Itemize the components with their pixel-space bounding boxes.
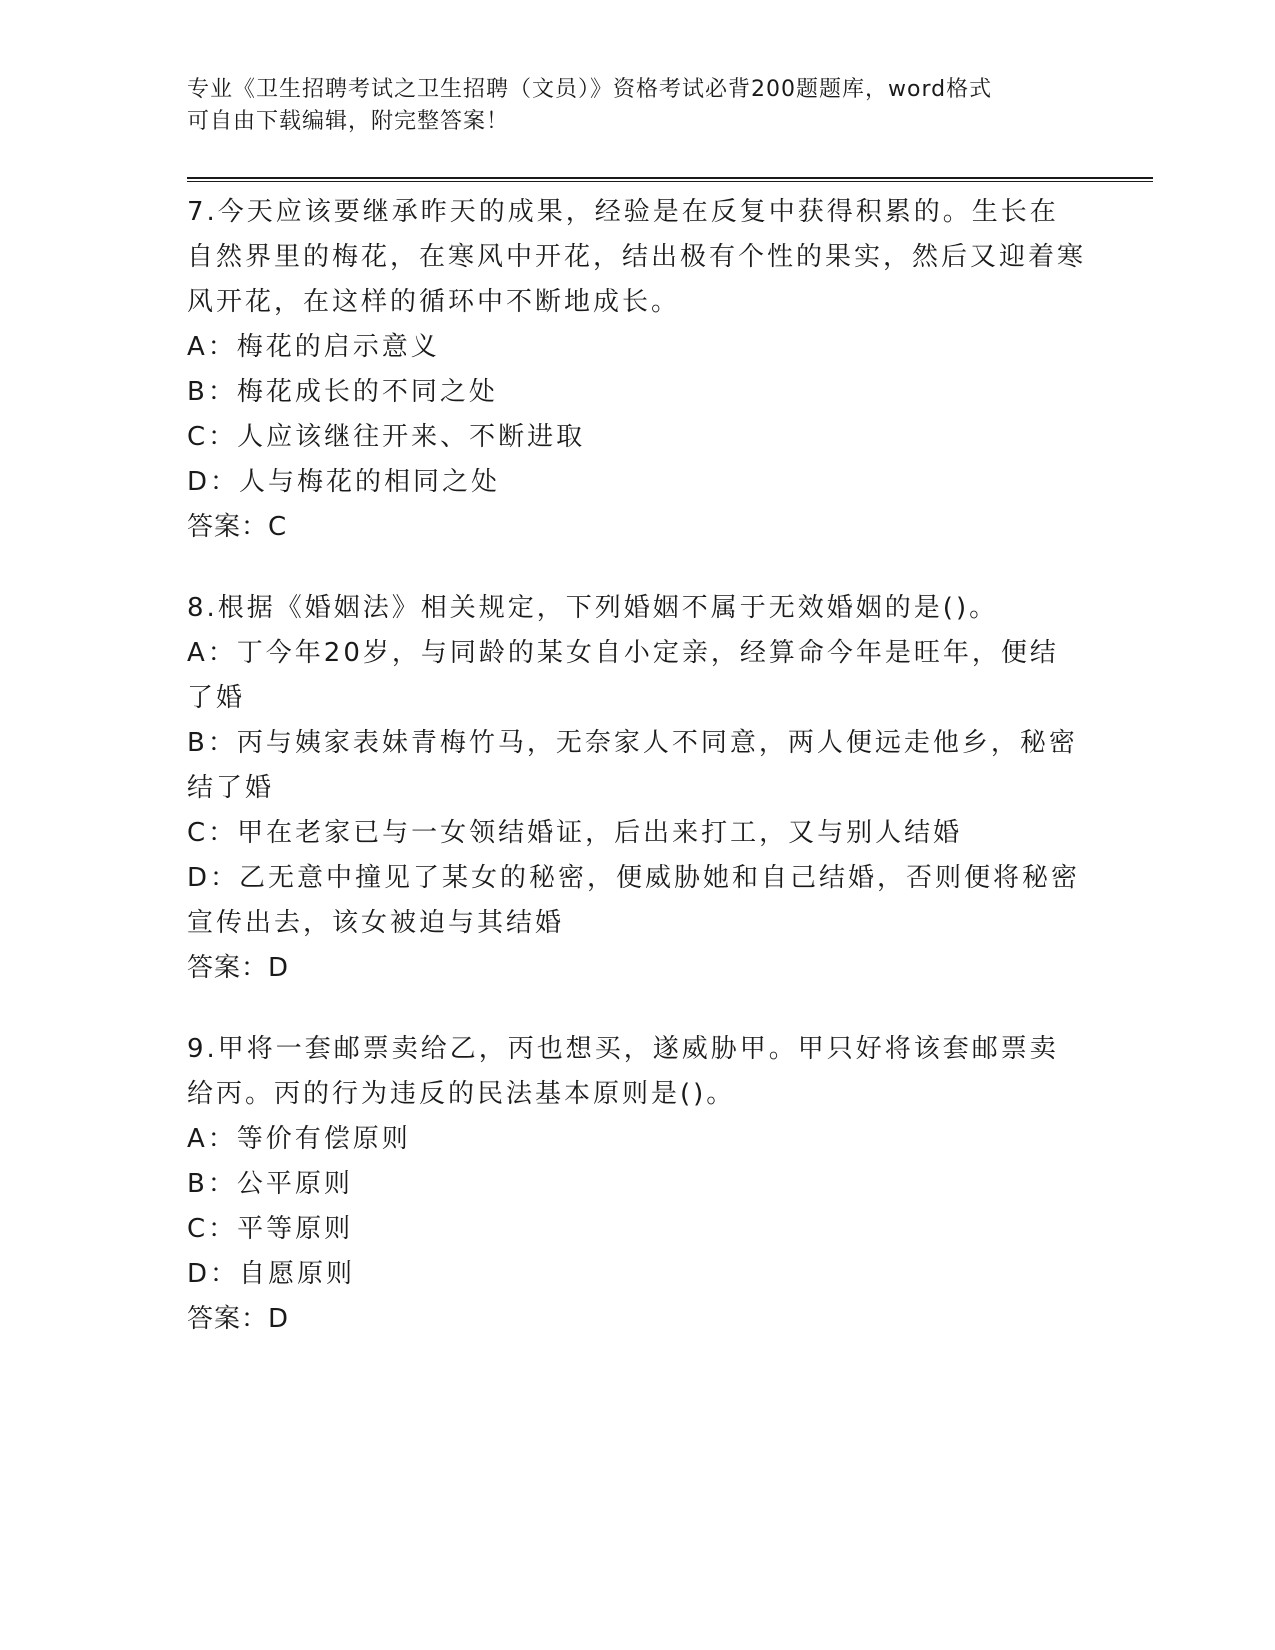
- option-d: D：人与梅花的相同之处: [187, 467, 501, 497]
- option-d: D：自愿原则: [187, 1259, 356, 1289]
- answer-label: 答案：: [187, 953, 269, 983]
- answer-value: D: [268, 953, 290, 983]
- document-header: [187, 74, 1067, 138]
- question-9: [187, 1027, 1087, 1342]
- question-stem: 7.今天应该要继承昨天的成果，经验是在反复中获得积累的。生长在自然界里的梅花，在寒风中开花，结出极有个性的果实，然后又迎着寒风开花，在这样的循环中不断地成长。: [187, 197, 1087, 317]
- answer-value: C: [268, 512, 288, 542]
- option-c: C：平等原则: [187, 1214, 354, 1244]
- option-b: B：梅花成长的不同之处: [187, 377, 498, 407]
- answer-line: [187, 946, 1087, 991]
- answer-label: 答案：: [187, 1304, 269, 1334]
- question-stem: 9.甲将一套邮票卖给乙，丙也想买，遂威胁甲。甲只好将该套邮票卖给丙。丙的行为违反的民法基本原则是()。: [187, 1034, 1059, 1109]
- option-c: C：甲在老家已与一女领结婚证，后出来打工，又与别人结婚: [187, 818, 963, 848]
- answer-line: [187, 505, 1087, 550]
- answer-line: [187, 1297, 1087, 1342]
- header-divider-thick: [187, 177, 1153, 179]
- option-a: A：等价有偿原则: [187, 1124, 411, 1154]
- question-stem: 8.根据《婚姻法》相关规定，下列婚姻不属于无效婚姻的是()。: [187, 593, 999, 623]
- option-b: B：公平原则: [187, 1169, 353, 1199]
- header-title-line-1: 专业《卫生招聘考试之卫生招聘（文员）》资格考试必背200题题库，word格式: [187, 77, 993, 102]
- question-8: [187, 586, 1087, 991]
- option-a: A：梅花的启示意义: [187, 332, 440, 362]
- header-divider-thin: [187, 181, 1153, 182]
- answer-label: 答案：: [187, 512, 269, 542]
- option-d: D：乙无意中撞见了某女的秘密，便威胁她和自己结婚，否则便将秘密宣传出去，该女被迫与其结婚: [187, 863, 1081, 938]
- header-title-line-2: 可自由下载编辑，附完整答案！: [187, 109, 510, 134]
- question-7: [187, 190, 1087, 550]
- option-c: C：人应该继往开来、不断进取: [187, 422, 586, 452]
- answer-value: D: [268, 1304, 290, 1334]
- option-b: B：丙与姨家表妹青梅竹马，无奈家人不同意，两人便远走他乡，秘密结了婚: [187, 728, 1078, 803]
- question-list: [187, 190, 1087, 1378]
- option-a: A：丁今年20岁，与同龄的某女自小定亲，经算命今年是旺年，便结了婚: [187, 638, 1059, 713]
